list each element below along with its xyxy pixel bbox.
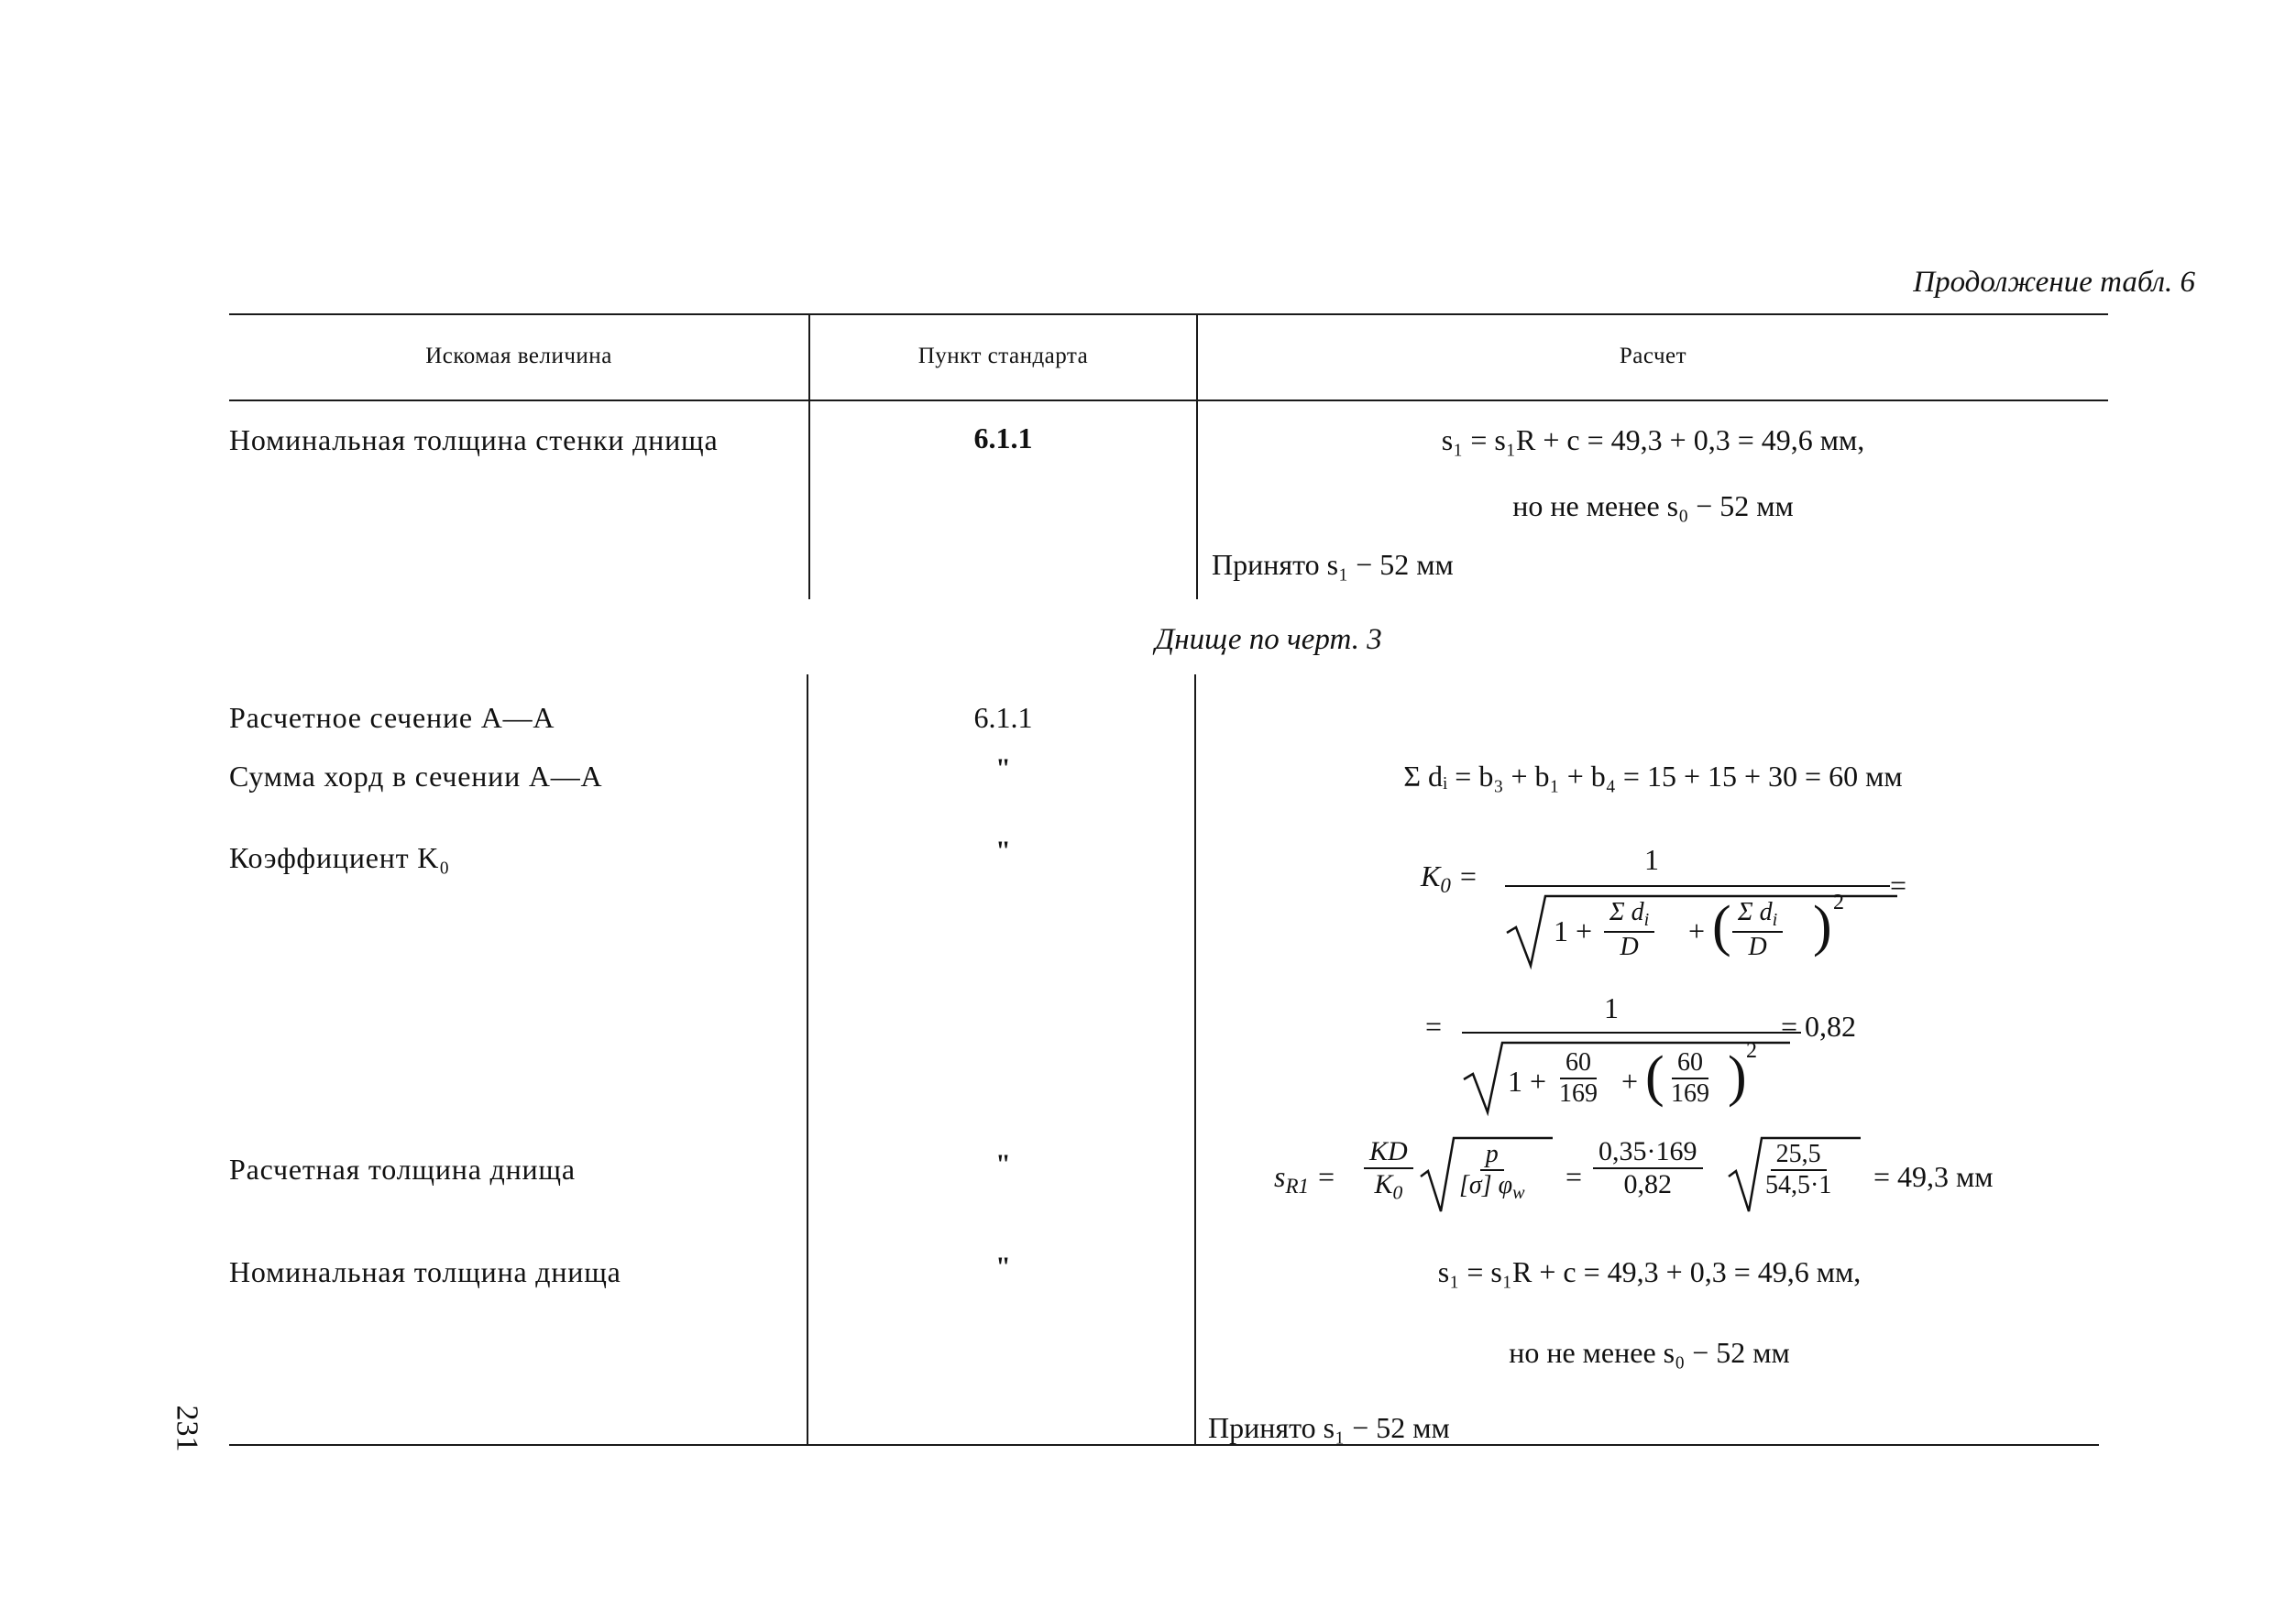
row-nominal-thickness-clause: " [995,1252,1011,1282]
table-continuation-caption: Продолжение табл. 6 [1913,266,2195,299]
table-top-rule [229,313,2108,315]
accepted-s1-section1: Принято s₁ − 52 мм [1212,548,1454,581]
row-nominal-wall-thickness-clause: 6.1.1 [973,421,1033,454]
column-divider-1-bottom [807,674,808,1444]
row-design-section-clause: 6.1.1 [973,701,1033,734]
row-design-thickness-clause: " [995,1149,1011,1179]
condition-s0-section2: но не менее s₀ − 52 мм [1509,1336,1790,1369]
row-nominal-wall-thickness-label: Номинальная толщина стенки днища [229,423,719,456]
table-bottom-rule [229,1444,2099,1446]
row-chord-sum-label: Сумма хорд в сечении A—A [229,760,603,793]
condition-s0-section1: но не менее s₀ − 52 мм [1512,489,1794,522]
formula-s1-section2: s₁ = s₁R + c = 49,3 + 0,3 = 49,6 мм, [1437,1255,1862,1288]
formula-chord-sum: Σ dᵢ = b₃ + b₁ + b₄ = 15 + 15 + 30 = 60 мм [1403,760,1903,793]
accepted-s1-section2: Принято s₁ − 52 мм [1208,1411,1450,1444]
section-title-bottom-drawing-3: Днище по черт. 3 [1155,623,1382,656]
row-chord-sum-clause: " [995,753,1011,783]
row-nominal-thickness-label: Номинальная толщина днища [229,1255,621,1288]
row-coefficient-k0-clause: " [995,836,1011,866]
header-bottom-rule [229,400,2108,401]
formula-k0-numeric: = 1 = 0,82 1 + $\frac{60}{169}$ + ( $\frac{60}{169}$ ) 2 [1425,991,1975,1129]
formula-s1-section1: s₁ = s₁R + c = 49,3 + 0,3 = 49,6 мм, [1441,423,1865,456]
header-calculation: Расчет [1619,344,1687,368]
row-coefficient-k0-label: Коэффициент K₀ [229,841,451,874]
header-clause: Пункт стандарта [917,344,1089,368]
column-divider-2-bottom [1194,674,1196,1444]
header-quantity: Искомая величина [425,344,612,368]
row-design-section-label: Расчетное сечение A—A [229,701,555,734]
row-design-thickness-label: Расчетная толщина днища [229,1153,576,1186]
page-number: 231 [170,1405,204,1452]
formula-k0-symbolic: $K_0$ = 1 = 1 + $\frac{\Sigma d_i}{D}$ + ( $\frac{\Sigma d_i}{D}$ ) 2 [1421,843,1971,980]
formula-sr1: $s_{R1}$ = $\frac{KD}{K_0}$ $\frac{p}{[\sigma] \varphi_w}$ = $\frac{0,35\cdot 169}{0,82}$ $\frac{25,5}{54,5\cdot 1}$ = 49,3 мм [1274,1133,2099,1233]
